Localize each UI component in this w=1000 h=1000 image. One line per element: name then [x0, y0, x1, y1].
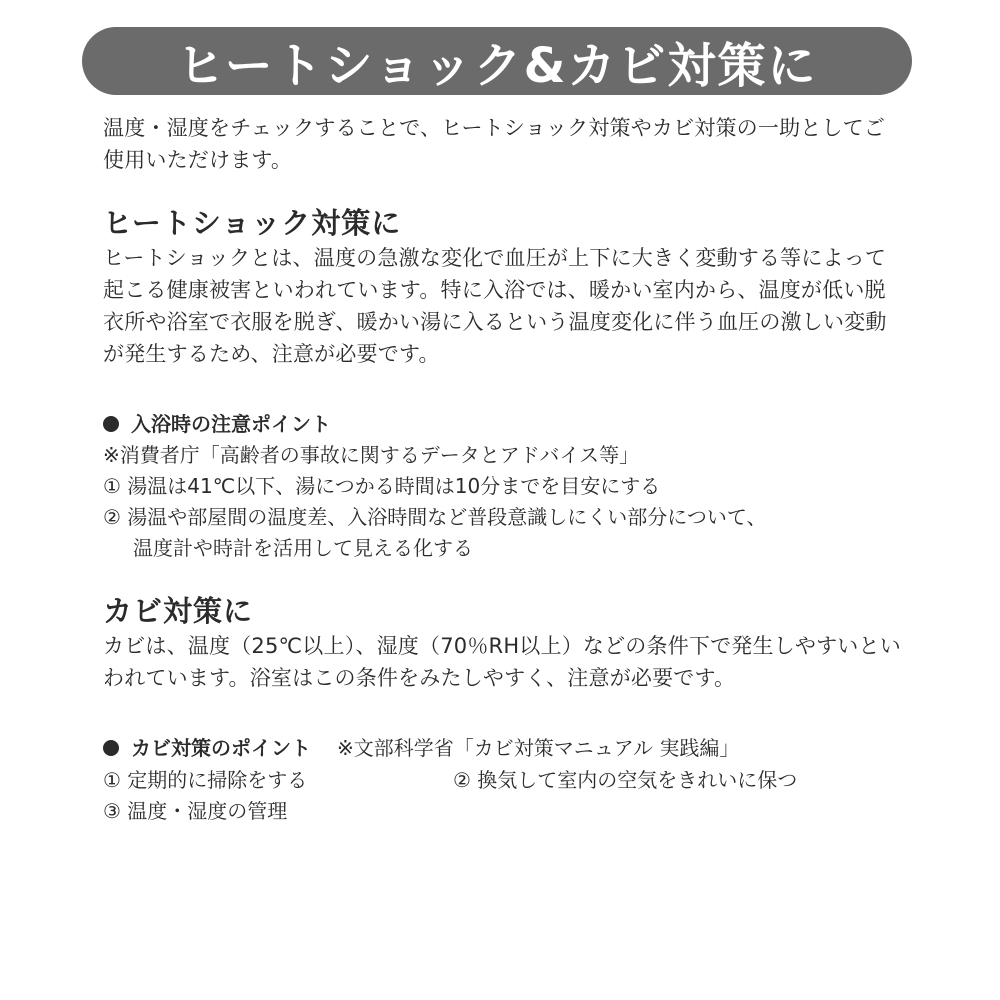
bullet-dot-icon: [103, 740, 119, 756]
mold-heading: カビ対策に: [103, 594, 254, 628]
heatshock-heading: ヒートショック対策に: [103, 206, 402, 240]
heatshock-points-title: 入浴時の注意ポイント: [131, 412, 331, 436]
heatshock-item-1: ① 湯温は41℃以下、湯につかる時間は10分までを目安にする: [103, 474, 661, 498]
mold-source: ※文部科学省「カビ対策マニュアル 実践編」: [337, 736, 740, 760]
heatshock-body: ヒートショックとは、温度の急激な変化で血圧が上下に大きく変動する等によって起こる健康被害といわれています。特に入浴では、暖かい室内から、温度が低い脱衣所や浴室で衣服を脱ぎ、暖かい湯に入るという温度変化に伴う血圧の激しい変動が発生するため、注意が必要です。: [103, 246, 887, 366]
intro-text: 温度・湿度をチェックすることで、ヒートショック対策やカビ対策の一助としてご使用いただけます。: [103, 116, 886, 172]
mold-section: [103, 594, 903, 827]
banner-title: ヒートショック&カビ対策に: [176, 37, 818, 94]
mold-item-1: ① 定期的に掃除をする: [103, 768, 308, 792]
bullet-dot-icon: [103, 416, 119, 432]
mold-items-row: [103, 764, 903, 796]
heatshock-points-header: [103, 408, 903, 440]
heatshock-source: ※消費者庁「高齢者の事故に関するデータとアドバイス等」: [103, 443, 640, 467]
heatshock-item-2: ② 湯温や部屋間の温度差、入浴時間など普段意識しにくい部分について、: [103, 505, 767, 529]
mold-points-header: [103, 732, 903, 764]
mold-item-3: ③ 温度・湿度の管理: [103, 799, 288, 823]
mold-item-2: ② 換気して室内の空気をきれいに保つ: [453, 768, 798, 792]
mold-points-title: カビ対策のポイント: [131, 736, 311, 760]
content: [103, 112, 903, 827]
mold-body: カビは、温度（25℃以上）、湿度（70％RH以上）などの条件下で発生しやすいといわれています。浴室はこの条件をみたしやすく、注意が必要です。: [103, 634, 901, 690]
heatshock-section: [103, 206, 903, 564]
title-banner: [82, 27, 912, 95]
heatshock-item-2-cont: 温度計や時計を活用して見える化する: [133, 536, 473, 560]
